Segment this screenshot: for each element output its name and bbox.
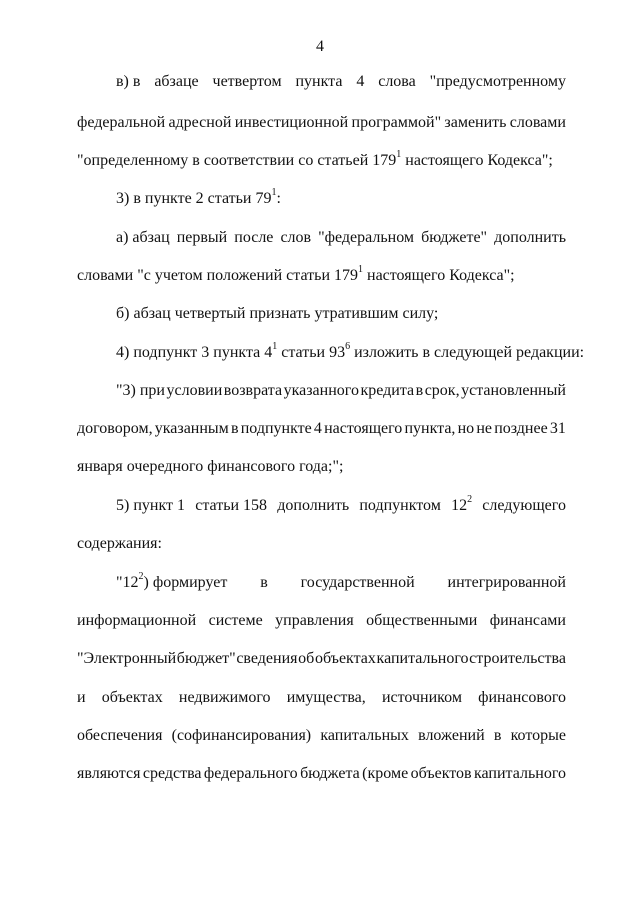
word: информационной [77,612,197,629]
word: после [234,229,274,246]
word: и [77,689,86,706]
word: указанным [154,420,229,437]
text-line-7: б) абзац четвертый признать утратившим силу; [116,305,439,322]
text-line-6: словами "с учетом положений статьи $179^1$ настоящего Кодекса"; [77,263,515,284]
word: статьи 158 [195,497,268,514]
text-line-13: содержания: [77,535,162,552]
word: капитальных [320,727,409,744]
word: не [476,420,493,437]
word: четвертом [212,73,282,90]
text-line-10 [77,419,566,439]
word: (софинансирования) [171,727,312,744]
word: "предусмотренному [429,73,566,90]
word: установленный [461,382,566,399]
word: об [298,650,315,667]
word: 31 [549,420,566,437]
word: средства [142,765,202,782]
word: (кроме [362,765,409,782]
word: общественными [366,612,478,629]
word: федеральной [77,114,166,131]
word: управления [275,612,354,629]
word: 4 [356,73,365,90]
text-line-19 [77,764,566,784]
word: "Электронный [77,650,177,667]
word: адресной [168,114,232,131]
word: системе [208,612,263,629]
word: объектах [314,650,376,667]
text-line-12 [116,493,566,516]
word: имущества, [286,689,366,706]
word: в [415,382,424,399]
page-number: 4 [316,38,324,55]
word: указанного [283,382,359,399]
word: капитального [474,765,566,782]
text-line-9 [116,381,566,401]
word: бюджете" [421,229,488,246]
word: недвижимого [178,689,271,706]
word: федерального [203,765,298,782]
text-line-2 [77,113,566,133]
text-line-11: января очередного финансового года;"; [77,458,344,475]
word: слова [378,73,416,90]
word: пункта [295,73,343,90]
word: капитального [376,650,469,667]
text-line-4: 3) в пункте 2 статьи $79^1$: [116,186,281,207]
word: $12^2$ [451,493,473,514]
word: программой" [351,114,442,131]
word: заменить [444,114,507,131]
word: интегрированной [447,574,566,591]
word: финансового [478,689,566,706]
text-line-5 [116,228,566,248]
word: а) абзац [116,229,170,246]
word: возврата [223,382,283,399]
word: условии [166,382,223,399]
word: строительства [469,650,566,667]
word: 4 [313,420,322,437]
word: "3) при [116,382,165,399]
word: объектах [101,689,163,706]
word: но [457,420,475,437]
text-line-15 [77,611,566,631]
word: источником [381,689,462,706]
text-line-17 [77,688,566,708]
word: являются [77,765,141,782]
word: финансами [489,612,566,629]
word: договором, [77,420,153,437]
word: слов [280,229,312,246]
word: в [260,574,268,591]
word: сведения [236,650,298,667]
word: которые [510,727,566,744]
word: позднее [494,420,548,437]
word: пункта, [404,420,456,437]
text-line-3: "определенному в соответствии со статьей $179^1$ настоящего Кодекса"; [77,148,553,169]
text-line-18 [77,726,566,746]
word: бюджет" [176,650,236,667]
word: настоящего [324,420,403,437]
text-line-8: 4) подпункт 3 пункта $4^1$ статьи $93^6$ изложить в следующей редакции: [116,340,585,361]
word: срок, [424,382,460,399]
word: следующего [482,497,566,514]
word: "федеральном [318,229,415,246]
word: бюджета [300,765,360,782]
word: дополнить [277,497,350,514]
word: дополнить [494,229,566,246]
word: обеспечения [77,727,163,744]
word: "$12^2$) формирует [116,570,228,591]
word: в [230,420,239,437]
word: объектов [410,765,472,782]
word: инвестиционной [234,114,349,131]
text-line-14 [116,570,566,593]
word: кредита [360,382,415,399]
word: в) в [116,73,141,90]
text-line-1 [116,72,566,92]
word: первый [176,229,228,246]
word: подпункте [240,420,312,437]
word: государственной [300,574,415,591]
word: вложений [418,727,485,744]
word: подпунктом [359,497,441,514]
word: в [493,727,502,744]
word: абзаце [154,73,199,90]
word: 5) пункт 1 [116,497,186,514]
text-line-16 [77,649,566,669]
word: словами [509,114,566,131]
